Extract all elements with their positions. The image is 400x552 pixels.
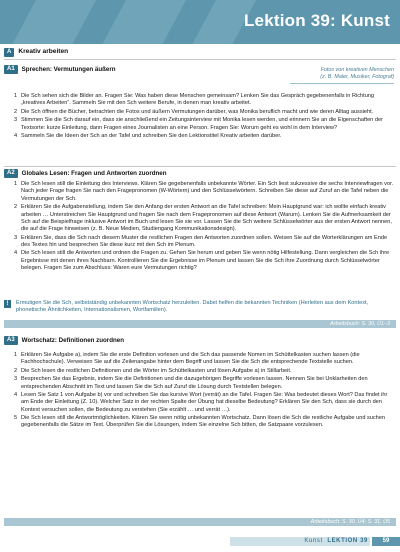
list-item: 2 Erklären Sie die Aufgabenstellung, indem Sie den Anfang der ersten Antwort an die Tafel schreiben: Mein Hauptgrund war: ich wollte einfach kreativ arbeiten … Unterstreichen Sie Hauptgrund und fragen Sie nach dem Fragepronomen auf diese Antwort (Warum). Lenken Sie die Aufmerksamkeit der Sch auf die Beispielfrage inklusive Antwort im Buch und lesen Sie sie vor. Lassen Sie die Sch weitere Schlüsselwörter aus der ersten Antwort nennen, die auf die Frage hinweisen (z. B. Neue Medien, Studiengang Kommunikationsdesign). [14, 204, 392, 233]
footer-label: Kunst [304, 538, 323, 544]
footer-lesson: LEKTION 39 [327, 538, 368, 544]
a3-steps [14, 352, 394, 431]
lesson-header [0, 0, 400, 44]
divider [4, 166, 396, 167]
list-item: 3 Erklären Sie, dass die Sch nach diesem Muster die restlichen Fragen den Antworten zuordnen sollen. Weisen Sie auf die Worterklärungen am Ende des Textes hin und besprechen Sie diese kurz mit den Sch im Plenum. [14, 234, 388, 248]
exercise-title: Globales Lesen: Fragen und Antworten zuordnen [21, 169, 167, 177]
header-stripe [0, 0, 101, 44]
list-item: 4 Lesen Sie Satz 1 von Aufgabe b) vor und schreiben Sie das kursive Wort (verrät) an die Tafel. Fragen Sie: Was bedeutet dieses Wort? Das findet ihr am Ende der Einleitung (Z. 10). Welcher Satz in der rechten Spalte der Übung hat dieselbe Bedeutung? Erklären Sie den Sch, dass sie durch den Kontext versuchen sollen, die Bedeutung zu verstehen (Sie erzählt … und verrät …). [14, 391, 388, 413]
workbook-reference [4, 518, 396, 526]
section-badge: A [4, 48, 14, 57]
exercise-badge: A1 [4, 65, 18, 74]
list-item: 1 Erklären Sie Aufgabe a), indem Sie die erste Definition vorlesen und die Sch das passende Nomen im Schüttelkasten suchen lassen (die Fachhochschule). Verweisen Sie auf die Zeilenangabe hinter dem Begriff und lassen Sie die Sch die entsprechende Textstelle suchen. [14, 352, 360, 366]
list-item: 1 Die Sch sehen sich die Bilder an. Fragen Sie: Was haben diese Menschen gemeinsam? Lenken Sie das Gespräch gegebenenfalls in Richtung „kreatives Arbeiten“. Sammeln Sie mit den Sch weitere Berufe, in denen man kreativ arbeitet. [14, 93, 375, 107]
exercise-badge: A2 [4, 169, 18, 178]
caption-line: Fotos von kreativen Menschen [320, 67, 394, 73]
list-item: 4 Die Sch lesen still die Antworten und ordnen die Fragen zu. Gehen Sie herum und geben Sie wenn nötig Hilfestellung. Dann vergleichen die Sch ihre Ergebnisse mit denen ihres Nachbarn. Kontrollieren Sie die Ergebnisse im Plenum und lassen Sie die Sch ihre Zuordnung durch Schlüsselwörter belegen. Fragen Sie zum Abschluss: Waren eure Vermutungen richtig? [14, 250, 390, 272]
list-item: 3 Stimmen Sie die Sch darauf ein, dass sie anschließend ein Zeitungsinterview mit Monika lesen werden, und erinnern Sie an die Eigenschaften der Textsorte: kurze Einleitung, dann Fragen eines Journalisten an eine Person. Fragen Sie: Worum geht es wohl in dem Interview? [14, 117, 383, 131]
list-item: 4 Sammeln Sie die Ideen der Sch an der Tafel und schreiben Sie den Lektionstitel Kreativ arbeiten darüber. [14, 132, 282, 139]
section-a-heading [4, 48, 68, 57]
footer-text [304, 538, 368, 546]
tip-text: Ermutigen Sie die Sch, selbstständig unbekannten Wortschatz herzuleiten. Dabei helfen die bekannten Techniken (Herleiten aus dem Kontext, phonetische Ähnlichkeiten, Internationalismen, Wortfamilien). [16, 300, 369, 314]
list-item: 2 Die Sch lesen die restlichen Definitionen und die Wörter im Schüttelkasten und lösen Aufgabe a) in Stillarbeit. [14, 367, 292, 374]
caption-line: (z. B. Maler, Musiker, Fotograf) [320, 74, 394, 81]
a2-heading [4, 169, 167, 178]
workbook-reference [4, 320, 396, 328]
header-stripe [89, 0, 192, 44]
a1-heading [4, 65, 116, 74]
divider [4, 59, 396, 60]
list-item: 2 Die Sch öffnen die Bücher, betrachten die Fotos und äußern Vermutungen darüber, was Monika beruflich macht und wie deren Alltag aussieht. [14, 108, 374, 115]
exclamation-icon: ! [4, 300, 11, 308]
photo-caption [290, 67, 394, 84]
list-item: 5 Die Sch lesen still die Antwortmöglichkeiten. Klären Sie wenn nötig unbekannten Wortschatz. Dann lösen die Sch die restliche Aufgabe und suchen gegebenenfalls die Sätze im Text. Überprüfen Sie die Lösungen, indem Sie einzelne Sch bitten, die Satzpaare vorzulesen. [14, 415, 386, 429]
reference-text: Arbeitsbuch: S. 30, Ü1–3 [330, 321, 390, 327]
list-item: 3 Besprechen Sie das Ergebnis, indem Sie die Definitionen und die dazugehörigen Begriffe vorlesen lassen. Nennen Sie bei Unklarheiten den entsprechenden Abschnitt im Text und lassen Sie die Sch auf Zuruf die Lösung durch Textstellen belegen. [14, 376, 368, 390]
exercise-badge: A3 [4, 336, 18, 345]
teaching-tip [4, 300, 396, 315]
lesson-title: Lektion 39: Kunst [243, 11, 390, 30]
exercise-title: Sprechen: Vermutungen äußern [21, 65, 116, 73]
reference-text: Arbeitsbuch: S. 30, Ü4; S. 31, Ü5 [310, 519, 390, 525]
a3-heading [4, 336, 124, 345]
section-title: Kreativ arbeiten [18, 48, 69, 56]
a2-steps [14, 181, 394, 274]
exercise-title: Wortschatz: Definitionen zuordnen [21, 336, 124, 344]
page-footer [0, 537, 400, 552]
page-number: 59 [372, 537, 400, 546]
list-item: 1 Die Sch lesen still die Einleitung des Interviews. Klären Sie gegebenenfalls unbekannte Wörter. Ein Sch liest sukzessive die sechs Interviewfragen vor. Nach jeder Frage fragen Sie nach den Fragepronomen (W-Wörtern) und den Schlüsselwörtern. Schreiben Sie diese auf Zuruf an die Tafel neben die Vermutungen der Sch. [14, 181, 394, 202]
a1-steps [14, 93, 394, 141]
